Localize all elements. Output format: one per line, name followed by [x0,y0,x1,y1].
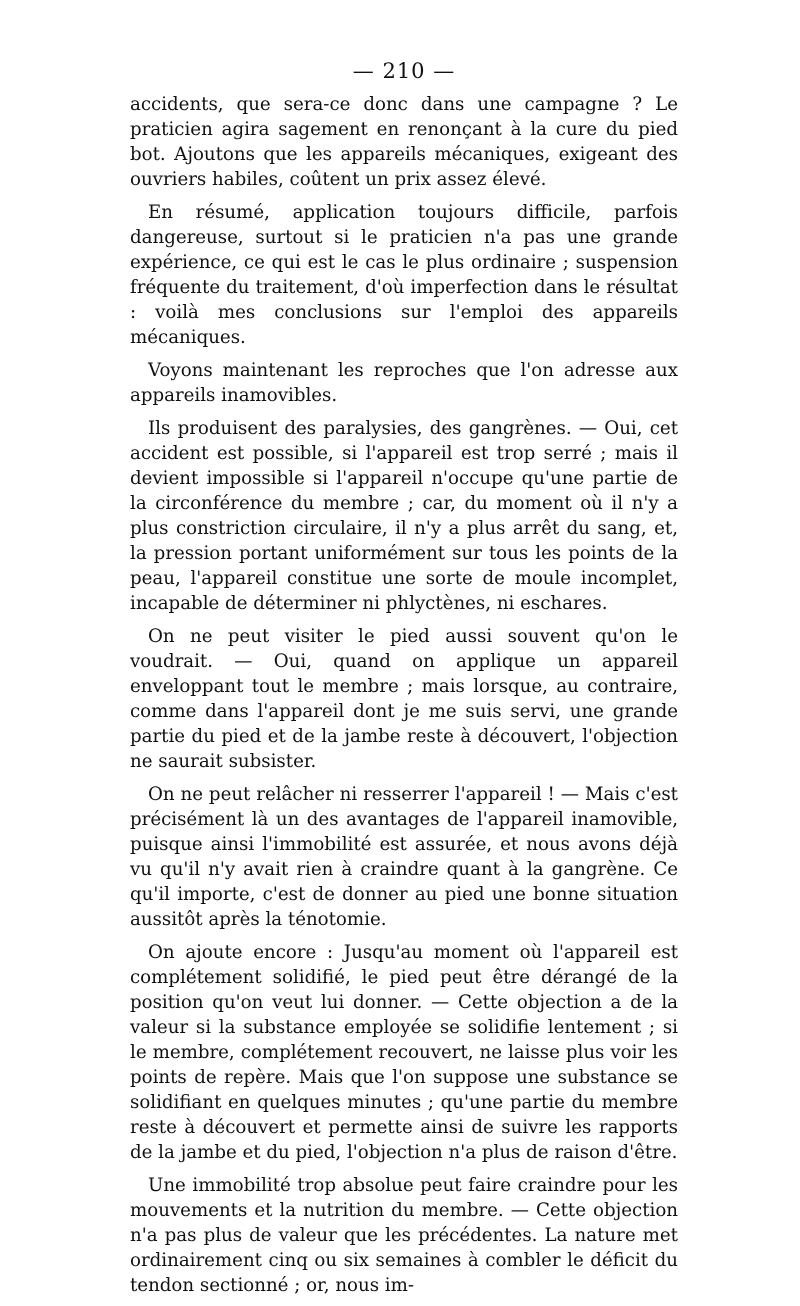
book-page [130,58,678,1306]
paragraph-loosen-objection: On ne peut relâcher ni resserrer l'appareil ! — Mais c'est précisément là un des avantages de l'appareil inamovible, puisque ainsi l'immobilité est assurée, et nous avons déjà vu qu'il n'y avait rien à craindre quant à la gangrène. Ce qu'il importe, c'est de donner au pied une bonne situation aussitôt après la ténotomie. [130,784,678,930]
paragraph-solidify-objection: On ajoute encore : Jusqu'au moment où l'appareil est complétement solidifié, le pied peut être dérangé de la position qu'on veut lui donner. — Cette objection a de la valeur si la substance employée se solidifie lentement ; si le membre, complétement recouvert, ne laisse plus voir les points de repère. Mais que l'on suppose une substance se solidifiant en quelques minutes ; qu'une partie du membre reste à découvert et permette ainsi de suivre les rapports de la jambe et du pied, l'objection n'a plus de raison d'être. [130,942,678,1163]
page-number-header: — 210 — [352,59,456,83]
paragraph-visit-objection: On ne peut visiter le pied aussi souvent qu'on le voudrait. — Oui, quand on applique un appareil enveloppant tout le membre ; mais lorsque, au contraire, comme dans l'appareil dont je me suis servi, une grande partie du pied et de la jambe reste à découvert, l'objection ne saurait subsister. [130,626,678,772]
paragraph-summary: En résumé, application toujours difficile, parfois dangereuse, surtout si le praticien n'a pas une grande expérience, ce qui est le cas le plus ordinaire ; suspension fréquente du traitement, d'où imperfection dans le résultat : voilà mes conclusions sur l'emploi des appareils mécaniques. [130,202,678,348]
paragraph-paralysis-objection: Ils produisent des paralysies, des gangrènes. — Oui, cet accident est possible, si l'appareil est trop serré ; mais il devient impossible si l'appareil n'occupe qu'une partie de la circonférence du membre ; car, du moment où il n'y a plus constriction circulaire, il n'y a plus arrêt du sang, et, la pression portant uniformément sur tous les points de la peau, l'appareil constitue une sorte de moule incomplet, incapable de déterminer ni phlyctènes, ni eschares. [130,418,678,614]
paragraph-immobility-objection: Une immobilité trop absolue peut faire craindre pour les mouvements et la nutrition du membre. — Cette objection n'a pas plus de valeur que les précédentes. La nature met ordinairement cinq ou six semaines à combler le déficit du tendon sectionné ; or, nous im- [130,1175,678,1296]
paragraph-continued: accidents, que sera-ce donc dans une campagne ? Le praticien agira sagement en renonçant à la cure du pied bot. Ajoutons que les appareils mécaniques, exigeant des ouvriers habiles, coûtent un prix assez élevé. [130,94,678,190]
paragraph-reproaches-intro: Voyons maintenant les reproches que l'on adresse aux appareils inamovibles. [130,360,678,406]
